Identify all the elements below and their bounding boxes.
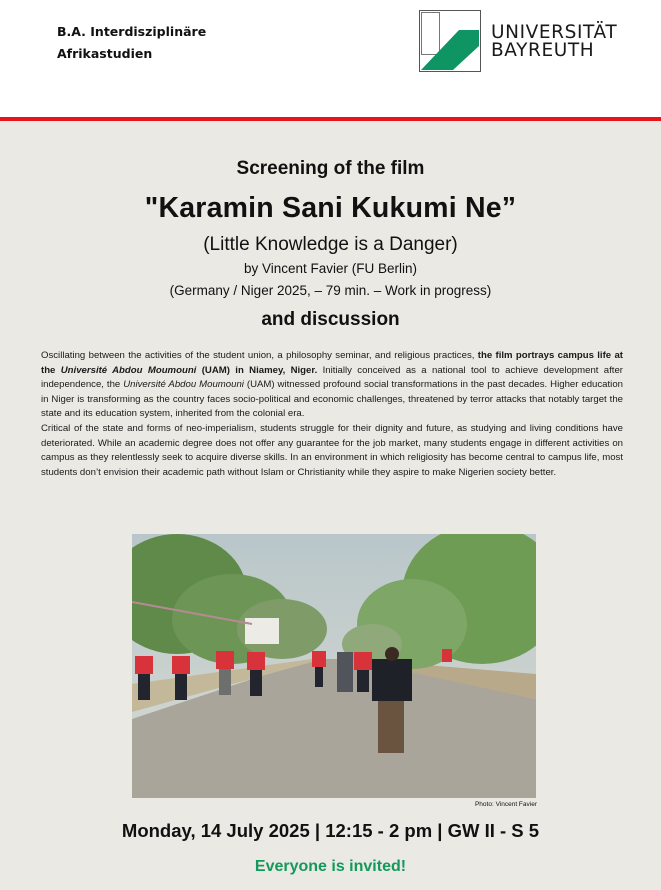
department-line-2: Afrikastudien [57,46,153,61]
event-datetime-location: Monday, 14 July 2025 | 12:15 - 2 pm | GW II - S 5 [121,820,540,841]
discussion-label: and discussion [261,309,400,330]
street-scene-image [132,534,536,798]
film-still-photo [132,534,536,798]
description-paragraph-1 [41,349,623,422]
desc-text: (UAM) witnessed profound social transformations in the past decades. Higher education in Niger is transforming as the country faces socio-political and economic challenges, threatened by terror attacks that notably target the state and its education system, inherited from the colonial era. [41,379,623,420]
film-director: by Vincent Favier (FU Berlin) [243,261,418,276]
desc-university-name: Université Abdou Moumouni [60,364,197,376]
university-name-line-2: BAYREUTH [491,40,595,61]
desc-bold-text: the film portrays campus life at the [41,350,624,376]
invitation-text: Everyone is invited! [254,858,407,875]
desc-university-name: Université Abdou Moumouni [123,379,244,391]
screening-label: Screening of the film [236,158,425,179]
photo-caption: Photo: Vincent Favier [474,801,537,808]
flyer-header [0,0,661,117]
desc-bold-text: (UAM) in Niamey, Niger. [196,364,318,376]
department-name [57,21,206,65]
header-divider [0,117,661,121]
desc-text: Oscillating between the activities of the student union, a philosophy seminar, and religious practices, [41,350,478,361]
film-details: (Germany / Niger 2025, – 79 min. – Work in progress) [169,283,492,298]
description-paragraph-2: Critical of the state and forms of neo-imperialism, students struggle for their dignity and future, as studying and living conditions have deteriorated. While an academic degree does not offer any guarantee for the job market, many students engage in different activities on campus as they relentlessly seek to acquire diverse skills. In an environment in which religiosity has become central to campus life, most students don’t envision their academic path without Islam or Christianity while they aspire to make Nigerien society better. [41,422,623,478]
university-logo [419,10,621,72]
film-title: "Karamin Sani Kukumi Ne” [144,192,517,224]
university-bayreuth-logo-icon [419,10,481,72]
department-line-1: B.A. Interdisziplinäre [57,24,207,39]
university-name-line-1: UNIVERSITÄT [491,22,618,43]
film-description [41,349,623,480]
film-subtitle: (Little Knowledge is a Danger) [203,234,458,255]
university-name [491,24,617,60]
desc-text: Initially conceived as a national tool to achieve development after independence, the [41,364,624,391]
